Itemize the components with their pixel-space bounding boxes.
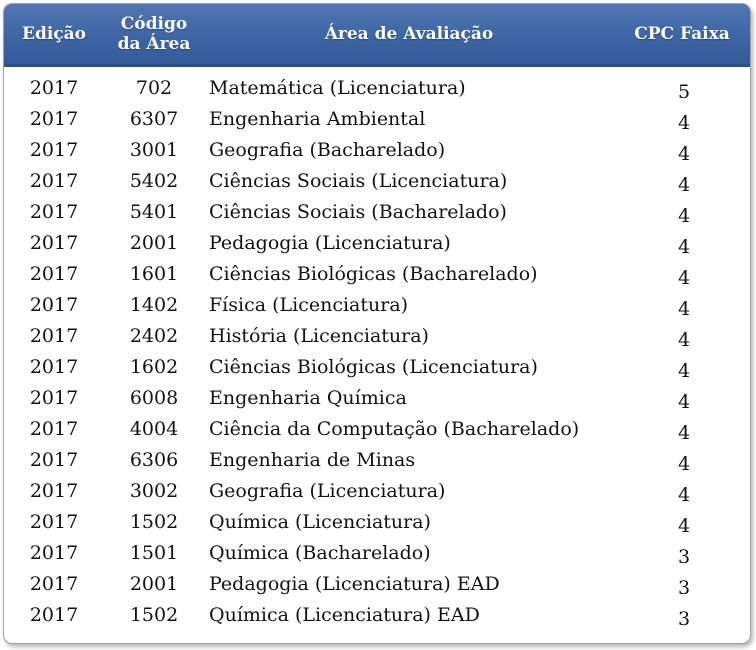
cell-edicao: 2017 <box>29 325 79 347</box>
cell-cpc: 4 <box>677 515 691 537</box>
cell-codigo: 1602 <box>129 356 179 378</box>
cell-area: Química (Licenciatura) EAD <box>209 604 480 626</box>
cell-edicao: 2017 <box>29 387 79 409</box>
table-row <box>4 227 750 258</box>
cell-area: Química (Bacharelado) <box>209 542 431 564</box>
table-row <box>4 72 750 103</box>
cell-codigo: 702 <box>135 77 173 99</box>
table-row <box>4 444 750 475</box>
cell-edicao: 2017 <box>29 604 79 626</box>
cell-codigo: 1402 <box>129 294 179 316</box>
cell-area: Matemática (Licenciatura) <box>209 77 466 99</box>
cell-area: História (Licenciatura) <box>209 325 429 347</box>
cell-area: Ciências Biológicas (Licenciatura) <box>209 356 538 378</box>
cell-edicao: 2017 <box>29 108 79 130</box>
table-row <box>4 196 750 227</box>
cell-cpc: 5 <box>677 81 691 103</box>
cell-codigo: 6307 <box>129 108 179 130</box>
table-row <box>4 568 750 599</box>
table-row <box>4 413 750 444</box>
table-row <box>4 351 750 382</box>
cell-cpc: 4 <box>677 329 691 351</box>
cell-codigo: 1601 <box>129 263 179 285</box>
cell-codigo: 6306 <box>129 449 179 471</box>
cell-edicao: 2017 <box>29 232 79 254</box>
cell-cpc: 4 <box>677 143 691 165</box>
table-row <box>4 165 750 196</box>
cell-codigo: 1501 <box>129 542 179 564</box>
header-cpc-faixa: CPC Faixa <box>634 24 730 44</box>
cell-edicao: 2017 <box>29 201 79 223</box>
cell-area: Química (Licenciatura) <box>209 511 431 533</box>
cell-cpc: 4 <box>677 205 691 227</box>
table-row <box>4 506 750 537</box>
cell-edicao: 2017 <box>29 542 79 564</box>
header-codigo-line1: Código <box>120 14 188 34</box>
cell-area: Engenharia de Minas <box>209 449 416 471</box>
cell-codigo: 2001 <box>129 573 179 595</box>
table-row <box>4 258 750 289</box>
cell-cpc: 4 <box>677 298 691 320</box>
cell-edicao: 2017 <box>29 573 79 595</box>
cell-edicao: 2017 <box>29 77 79 99</box>
cell-area: Física (Licenciatura) <box>209 294 409 316</box>
cell-cpc: 4 <box>677 453 691 475</box>
cell-codigo: 2001 <box>129 232 179 254</box>
cell-codigo: 5402 <box>129 170 179 192</box>
header-codigo-line2: da Área <box>117 34 191 54</box>
table-row <box>4 599 750 630</box>
cell-edicao: 2017 <box>29 170 79 192</box>
cell-area: Ciência da Computação (Bacharelado) <box>209 418 580 440</box>
cell-edicao: 2017 <box>29 480 79 502</box>
cell-edicao: 2017 <box>29 356 79 378</box>
header-area-avaliacao: Área de Avaliação <box>324 24 494 44</box>
table-row <box>4 134 750 165</box>
cell-area: Pedagogia (Licenciatura) EAD <box>209 573 500 595</box>
cell-codigo: 1502 <box>129 604 179 626</box>
cell-area: Ciências Biológicas (Bacharelado) <box>209 263 538 285</box>
cell-cpc: 4 <box>677 267 691 289</box>
table-row <box>4 103 750 134</box>
cell-edicao: 2017 <box>29 449 79 471</box>
header-edicao: Edição <box>21 24 86 44</box>
table-row <box>4 320 750 351</box>
cell-area: Engenharia Ambiental <box>209 108 426 130</box>
cell-cpc: 4 <box>677 236 691 258</box>
cell-area: Geografia (Bacharelado) <box>209 139 446 161</box>
cell-cpc: 4 <box>677 360 691 382</box>
header-codigo-area <box>104 4 204 64</box>
cell-codigo: 5401 <box>129 201 179 223</box>
cell-edicao: 2017 <box>29 511 79 533</box>
cell-cpc: 4 <box>677 484 691 506</box>
cell-codigo: 6008 <box>129 387 179 409</box>
cell-edicao: 2017 <box>29 294 79 316</box>
cell-area: Ciências Sociais (Bacharelado) <box>209 201 507 223</box>
table-body <box>4 72 750 630</box>
cell-cpc: 4 <box>677 391 691 413</box>
table-row <box>4 537 750 568</box>
cell-cpc: 3 <box>677 608 691 630</box>
cell-cpc: 3 <box>677 546 691 568</box>
cell-area: Pedagogia (Licenciatura) <box>209 232 451 254</box>
table-row <box>4 475 750 506</box>
cell-area: Geografia (Licenciatura) <box>209 480 446 502</box>
table-header <box>4 4 750 67</box>
cell-cpc: 4 <box>677 174 691 196</box>
cell-cpc: 4 <box>677 422 691 444</box>
table-row <box>4 382 750 413</box>
cpc-table <box>3 3 751 644</box>
cell-codigo: 3002 <box>129 480 179 502</box>
cell-edicao: 2017 <box>29 418 79 440</box>
cell-codigo: 4004 <box>129 418 179 440</box>
cell-codigo: 1502 <box>129 511 179 533</box>
cell-edicao: 2017 <box>29 263 79 285</box>
cell-area: Ciências Sociais (Licenciatura) <box>209 170 508 192</box>
cell-area: Engenharia Química <box>209 387 407 409</box>
cell-codigo: 2402 <box>129 325 179 347</box>
cell-edicao: 2017 <box>29 139 79 161</box>
table-row <box>4 289 750 320</box>
cell-cpc: 3 <box>677 577 691 599</box>
cell-codigo: 3001 <box>129 139 179 161</box>
cell-cpc: 4 <box>677 112 691 134</box>
